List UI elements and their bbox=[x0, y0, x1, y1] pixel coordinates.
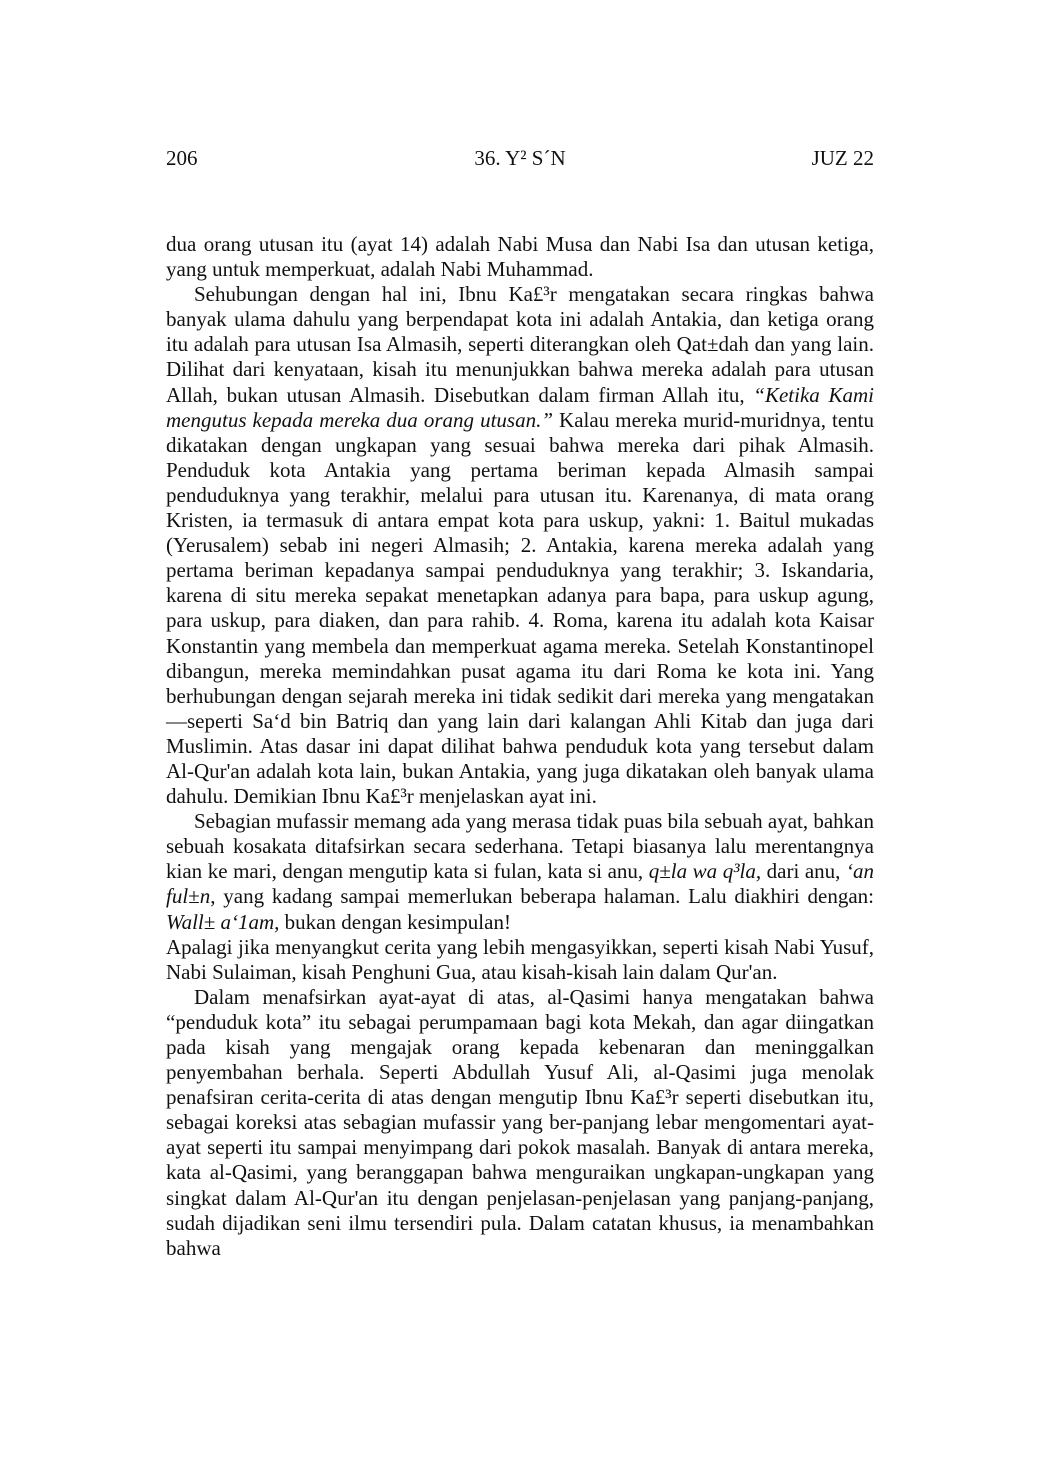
paragraph-3-text-c: , yang kadang sampai memerlukan beberapa halaman. Lalu diakhiri dengan: bbox=[210, 884, 874, 909]
paragraph-3-text-b: dari anu, bbox=[761, 859, 846, 884]
paragraph-1: dua orang utusan itu (ayat 14) adalah Nabi Musa dan Nabi Isa dan utusan ketiga, yang untuk memperkuat, adalah Nabi Muhammad. bbox=[166, 232, 874, 282]
paragraph-3-text-a: Sebagian mufassir memang ada yang merasa tidak puas bila sebuah ayat, bahkan sebuah kosakata ditafsirkan secara sederhana. Tetapi biasanya lalu merentangnya kian ke mari, dengan mengutip kata si fulan, kata si anu, bbox=[166, 809, 874, 884]
chapter-title: 36. Y² S´N bbox=[474, 146, 566, 170]
paragraph-5: Dalam menafsirkan ayat-ayat di atas, al-Qasimi hanya mengatakan bahwa “penduduk kota” itu sebagai perumpamaan bagi kota Mekah, dan agar diingatkan pada kisah yang mengajak orang kepada kebenaran dan meninggalkan penyembahan berhala. Seperti Abdullah Yusuf Ali, al-Qasimi juga menolak penafsiran cerita-cerita di atas dengan mengutip Ibnu Ka£³r seperti disebutkan itu, sebagai koreksi atas sebagian mufassir yang ber-panjang lebar mengomentari ayat-ayat seperti itu sampai menyimpang dari pokok masalah. Banyak di antara mereka, kata al-Qasimi, yang beranggapan bahwa menguraikan ungkapan-ungkapan yang singkat dalam Al-Qur'an itu dengan penjelasan-penjelasan yang panjang-panjang, sudah dijadikan seni ilmu tersendiri pula. Dalam catatan khusus, ia menambahkan bahwa bbox=[166, 984, 874, 1260]
arabic-term-1: q±la wa q³la, bbox=[648, 859, 762, 884]
paragraph-3 bbox=[166, 809, 874, 934]
running-header bbox=[166, 143, 874, 173]
arabic-term-2: ‘an ful±n bbox=[166, 859, 874, 909]
paragraph-2-text-a: Sehubungan dengan hal ini, Ibnu Ka£³r mengatakan secara ringkas bahwa banyak ulama dahulu yang berpendapat kota ini adalah Antakia, dan ketiga orang itu adalah para utusan Isa Almasih, seperti diterangkan oleh Qat±dah dan yang lain. Dilihat dari kenyataan, kisah itu menunjukkan bahwa mereka adalah para utusan Allah, bukan utusan Almasih. Disebutkan dalam firman Allah itu, bbox=[166, 282, 874, 407]
arabic-term-3: Wall± a‘1am, bbox=[166, 909, 280, 934]
paragraph-3-text-d: bukan dengan kesimpulan! bbox=[279, 909, 511, 934]
paragraph-4: Apalagi jika menyangkut cerita yang lebih mengasyikkan, seperti kisah Nabi Yusuf, Nabi Sulaiman, kisah Penghuni Gua, atau kisah-kisah lain dalam Qur'an. bbox=[166, 934, 874, 984]
paragraph-2-text-b: Kalau mereka murid-muridnya, tentu dikatakan dengan ungkapan yang sesuai bahwa mereka dari pihak Almasih. Penduduk kota Antakia yang pertama beriman kepada Almasih sampai penduduknya yang terakhir, melalui para utusan itu. Karenanya, di mata orang Kristen, ia termasuk di antara empat kota para uskup, yakni: 1. Baitul mukadas (Yerusalem) sebab ini negeri Almasih; 2. Antakia, karena mereka adalah yang pertama beriman kepadanya sampai penduduknya yang terakhir; 3. Iskandaria, karena di situ mereka sepakat menetapkan adanya para bapa, para uskup agung, para uskup, para diaken, dan para rahib. 4. Roma, karena itu adalah kota Kaisar Konstantin yang membela dan memperkuat agama mereka. Setelah Konstantinopel dibangun, mereka memindahkan pusat agama itu dari Roma ke kota ini. Yang berhubungan dengan sejarah mereka ini tidak sedikit dari mereka yang mengatakan—seperti Sa‘d bin Batriq dan yang lain dari kalangan Ahli Kitab dan juga dari Muslimin. Atas dasar ini dapat dilihat bahwa penduduk kota yang tersebut dalam Al-Qur'an adalah kota lain, bukan Antakia, yang juga dikatakan oleh banyak ulama dahulu. Demikian Ibnu Ka£³r menjelaskan ayat ini. bbox=[166, 407, 874, 809]
juz-label: JUZ 22 bbox=[811, 146, 874, 170]
page-number: 206 bbox=[166, 146, 198, 170]
main-text bbox=[166, 232, 874, 1261]
paragraph-2 bbox=[166, 282, 874, 809]
quran-quote: “Ketika Kami mengutus kepada mereka dua orang utusan.” bbox=[166, 382, 874, 432]
